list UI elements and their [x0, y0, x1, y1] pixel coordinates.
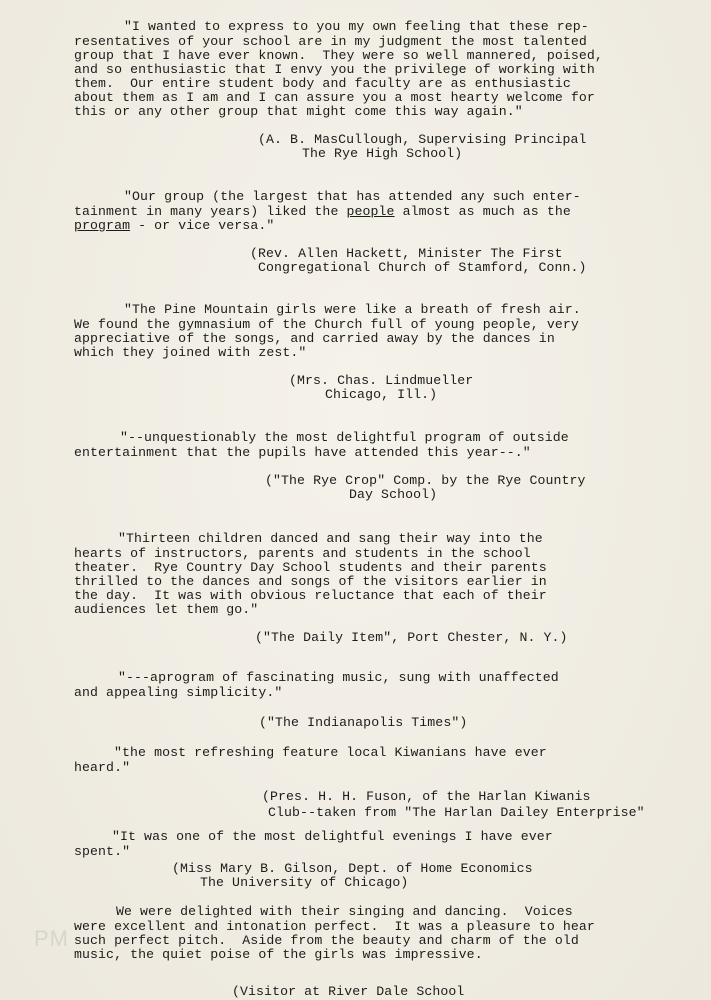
quote-3-line-3: appreciative of the songs, and carried away by the dances in: [74, 331, 555, 346]
quote-1-line-7: this or any other group that might come this way again.": [74, 104, 523, 119]
quote-5-line-4: thrilled to the dances and songs of the visitors earlier in: [74, 574, 547, 589]
quote-4-line-2: entertainment that the pupils have attended this year--.": [74, 445, 531, 460]
quote-8-attribution-2: The University of Chicago): [200, 875, 409, 890]
quote-4-line-1: "--unquestionably the most delightful program of outside: [120, 430, 569, 445]
quote-5-line-5: the day. It was with obvious reluctance that each of their: [74, 588, 547, 603]
quote-4-attribution-1: ("The Rye Crop" Comp. by the Rye Country: [265, 473, 586, 488]
quote-9-line-3: such perfect pitch. Aside from the beauty and charm of the old: [74, 933, 579, 948]
quote-1-attribution-1: (A. B. MasCullough, Supervising Principal: [258, 132, 587, 147]
quote-5-line-6: audiences let them go.": [74, 602, 259, 617]
quote-2-line-3-b: - or vice versa.": [130, 218, 275, 233]
quote-3-attribution-1: (Mrs. Chas. Lindmueller: [289, 373, 474, 388]
underlined-people: people: [346, 204, 395, 219]
quote-1-line-4: and so enthusiastic that I envy you the privilege of working with: [74, 62, 595, 77]
quote-3-attribution-2: Chicago, Ill.): [325, 387, 438, 402]
quote-9-attribution-1: (Visitor at River Dale School: [232, 984, 465, 999]
quote-1-line-6: about them as I am and I can assure you a most hearty welcome for: [74, 90, 595, 105]
quote-6-line-1: "---aprogram of fascinating music, sung with unaffected: [118, 670, 559, 685]
quote-6-attribution-1: ("The Indianapolis Times"): [259, 715, 468, 730]
quote-3-line-2: We found the gymnasium of the Church full of young people, very: [74, 317, 579, 332]
quote-7-attribution-1: (Pres. H. H. Fuson, of the Harlan Kiwanis: [262, 789, 591, 804]
quote-1-attribution-2: The Rye High School): [302, 146, 463, 161]
quote-2-line-1: "Our group (the largest that has attended any such enter-: [124, 189, 581, 204]
quote-9-line-4: music, the quiet poise of the girls was impressive.: [74, 947, 483, 962]
watermark: PM: [34, 926, 69, 951]
quote-1-line-3: group that I have ever known. They were so well mannered, poised,: [74, 48, 603, 63]
quote-6-line-2: and appealing simplicity.": [74, 685, 283, 700]
quote-5-attribution-1: ("The Daily Item", Port Chester, N. Y.): [255, 630, 568, 645]
quote-4-attribution-2: Day School): [349, 487, 438, 502]
quote-1-line-2: resentatives of your school are in my judgment the most talented: [74, 34, 587, 49]
quote-1-line-1: "I wanted to express to you my own feeling that these rep-: [124, 19, 589, 34]
quote-2-attribution-1: (Rev. Allen Hackett, Minister The First: [250, 246, 563, 261]
quote-7-attribution-2: Club--taken from "The Harlan Dailey Enterprise": [268, 805, 645, 820]
quote-8-line-2: spent.": [74, 844, 131, 859]
quote-2-line-3: [74, 219, 274, 233]
quote-5-line-2: hearts of instructors, parents and students in the school: [74, 546, 531, 561]
quote-8-line-1: "It was one of the most delightful evenings I have ever: [112, 829, 553, 844]
quote-3-line-1: "The Pine Mountain girls were like a breath of fresh air.: [124, 302, 581, 317]
quote-7-line-1: "the most refreshing feature local Kiwanians have ever: [114, 745, 547, 760]
quote-8-attribution-1: (Miss Mary B. Gilson, Dept. of Home Economics: [172, 861, 533, 876]
quote-2-line-2: [74, 205, 571, 219]
quote-9-line-1: We were delighted with their singing and dancing. Voices: [116, 904, 573, 919]
quote-2-line-2-a: tainment in many years) liked the: [74, 204, 347, 219]
underlined-program: program: [74, 218, 131, 233]
quote-7-line-2: heard.": [74, 760, 131, 775]
quote-3-line-4: which they joined with zest.": [74, 345, 307, 360]
quote-9-line-2: were excellent and intonation perfect. It was a pleasure to hear: [74, 919, 595, 934]
quote-5-line-1: "Thirteen children danced and sang their way into the: [118, 531, 543, 546]
quote-2-attribution-2: Congregational Church of Stamford, Conn.): [258, 260, 587, 275]
quote-1-line-5: them. Our entire student body and faculty are as enthusiastic: [74, 76, 571, 91]
quote-2-line-2-b: almost as much as the: [394, 204, 571, 219]
quote-5-line-3: theater. Rye Country Day School students and their parents: [74, 560, 547, 575]
